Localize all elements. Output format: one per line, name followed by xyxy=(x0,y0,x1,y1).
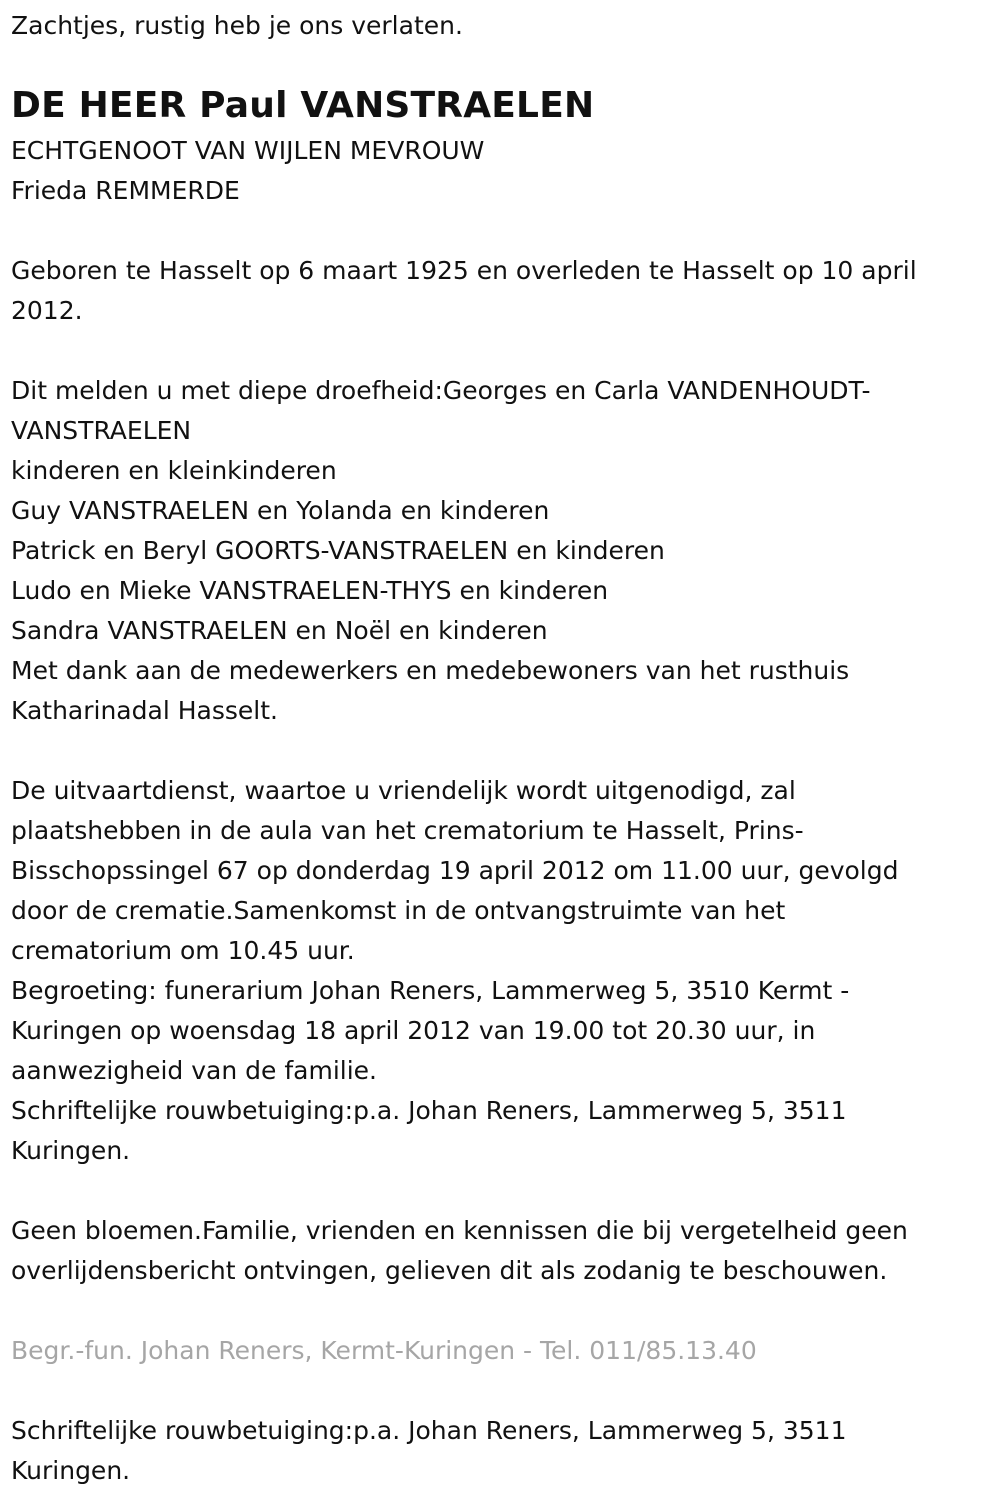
birth-death-line: Geboren te Hasselt op 6 maart 1925 en overleden te Hasselt op 10 april xyxy=(11,256,917,285)
funeral-line: Schriftelijke rouwbetuiging:p.a. Johan Reners, Lammerweg 5, 3511 xyxy=(11,1096,847,1125)
paragraph-gap xyxy=(11,331,986,371)
deceased-name: DE HEER Paul VANSTRAELEN xyxy=(11,85,595,126)
funeral-line: crematorium om 10.45 uur. xyxy=(11,936,355,965)
condolence-line: Kuringen. xyxy=(11,1456,131,1485)
funeral-line: Begroeting: funerarium Johan Reners, Lammerweg 5, 3510 Kermt - xyxy=(11,976,850,1005)
funeral-line: De uitvaartdienst, waartoe u vriendelijk wordt uitgenodigd, zal xyxy=(11,776,796,805)
mourner-line: Sandra VANSTRAELEN en Noël en kinderen xyxy=(11,616,548,645)
paragraph-gap xyxy=(11,211,986,251)
paragraph-gap xyxy=(11,1291,986,1331)
birth-death-line: 2012. xyxy=(11,296,83,325)
paragraph-gap xyxy=(11,731,986,771)
mourner-line: Dit melden u met diepe droefheid:Georges en Carla VANDENHOUDT- xyxy=(11,376,871,405)
obituary-document xyxy=(11,6,986,1491)
paragraph-gap xyxy=(11,1171,986,1211)
funeral-line: Kuringen op woensdag 18 april 2012 van 19.00 tot 20.30 uur, in xyxy=(11,1016,816,1045)
funeral-line: door de crematie.Samenkomst in de ontvangstruimte van het xyxy=(11,896,786,925)
condolence-line: Schriftelijke rouwbetuiging:p.a. Johan Reners, Lammerweg 5, 3511 xyxy=(11,1416,847,1445)
mourner-line: Met dank aan de medewerkers en medebewoners van het rusthuis xyxy=(11,656,850,685)
spouse-name: Frieda REMMERDE xyxy=(11,176,240,205)
mourner-line: Guy VANSTRAELEN en Yolanda en kinderen xyxy=(11,496,550,525)
mourner-line: VANSTRAELEN xyxy=(11,416,192,445)
mourner-line: Ludo en Mieke VANSTRAELEN-THYS en kinderen xyxy=(11,576,609,605)
funeral-home-footer: Begr.-fun. Johan Reners, Kermt-Kuringen - Tel. 011/85.13.40 xyxy=(11,1336,757,1365)
mourner-line: Patrick en Beryl GOORTS-VANSTRAELEN en kinderen xyxy=(11,536,665,565)
funeral-line: Bisschopssingel 67 op donderdag 19 april 2012 om 11.00 uur, gevolgd xyxy=(11,856,899,885)
notice-line: overlijdensbericht ontvingen, gelieven dit als zodanig te beschouwen. xyxy=(11,1256,888,1285)
notice-line: Geen bloemen.Familie, vrienden en kennissen die bij vergetelheid geen xyxy=(11,1216,908,1245)
spouse-line: ECHTGENOOT VAN WIJLEN MEVROUW xyxy=(11,136,485,165)
funeral-line: plaatshebben in de aula van het crematorium te Hasselt, Prins- xyxy=(11,816,804,845)
paragraph-gap xyxy=(11,1371,986,1411)
funeral-line: Kuringen. xyxy=(11,1136,131,1165)
funeral-line: aanwezigheid van de familie. xyxy=(11,1056,377,1085)
mourner-line: Katharinadal Hasselt. xyxy=(11,696,278,725)
mourner-line: kinderen en kleinkinderen xyxy=(11,456,337,485)
motto-line: Zachtjes, rustig heb je ons verlaten. xyxy=(11,11,463,40)
